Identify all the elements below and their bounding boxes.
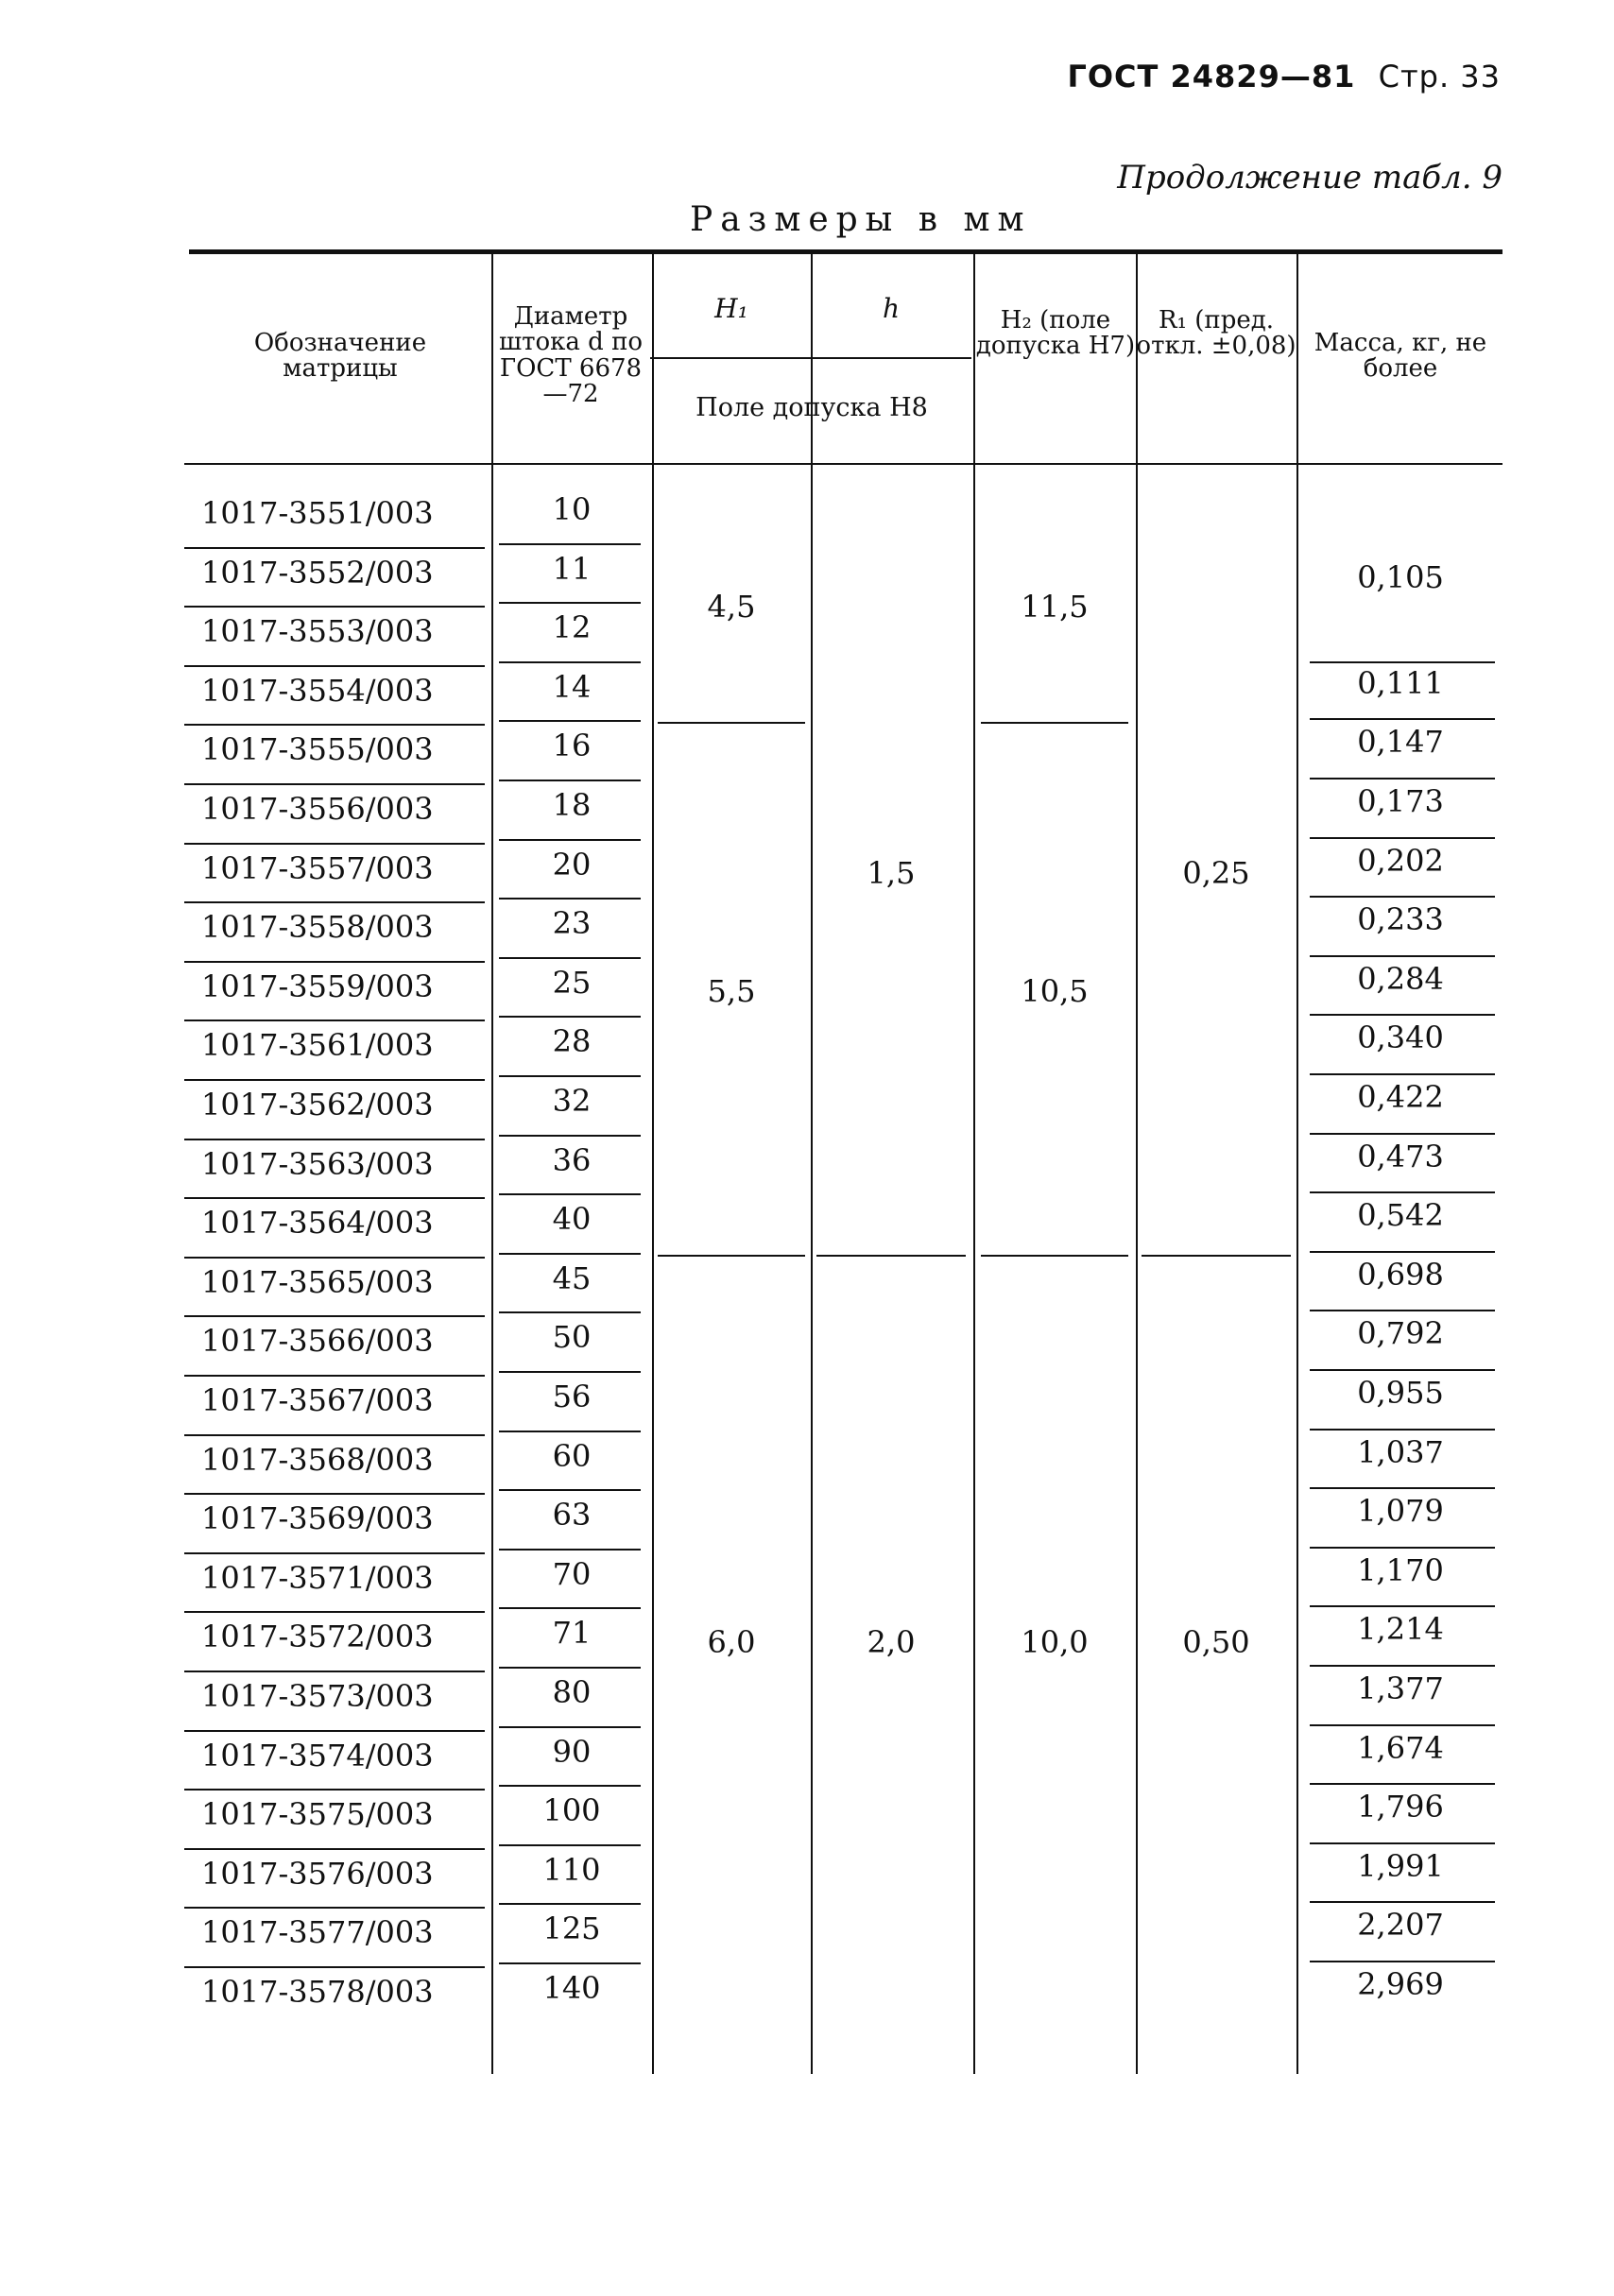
table-row-diameter: 16	[552, 728, 592, 764]
row-rule-diameter	[499, 1431, 641, 1432]
row-rule-designation	[184, 724, 485, 726]
mass-rule	[1310, 955, 1495, 957]
table-row-designation: 1017-3578/003	[201, 1974, 434, 2010]
group-rule	[981, 1255, 1128, 1257]
table-row-designation: 1017-3559/003	[201, 968, 434, 1004]
row-rule-designation	[184, 1789, 485, 1791]
table-row-diameter: 50	[552, 1319, 592, 1356]
table-row-designation: 1017-3572/003	[201, 1619, 434, 1655]
r1-value: 0,25	[1182, 854, 1250, 891]
table-row-designation: 1017-3554/003	[201, 672, 434, 709]
row-rule-designation	[184, 1493, 485, 1495]
mass-value: 1,674	[1357, 1729, 1444, 1766]
row-rule-diameter	[499, 839, 641, 841]
row-rule-diameter	[499, 1253, 641, 1255]
table-row-diameter: 45	[552, 1259, 592, 1296]
table-row-designation: 1017-3567/003	[201, 1382, 434, 1418]
mass-rule	[1310, 837, 1495, 839]
mass-value: 0,147	[1357, 724, 1444, 761]
mass-value: 0,422	[1357, 1079, 1444, 1115]
row-rule-diameter	[499, 602, 641, 604]
mass-value: 0,542	[1357, 1197, 1444, 1234]
table-row-diameter: 11	[552, 550, 592, 587]
row-rule-designation	[184, 961, 485, 963]
tolerance-h8-header: Поле допуска H8	[695, 393, 928, 422]
row-rule-diameter	[499, 1489, 641, 1491]
table-row-diameter: 20	[552, 846, 592, 882]
row-rule-designation	[184, 843, 485, 845]
row-rule-diameter	[499, 720, 641, 722]
table-row-diameter: 110	[542, 1851, 601, 1888]
row-rule-diameter	[499, 1607, 641, 1609]
table-row-diameter: 12	[552, 609, 592, 646]
table-row-diameter: 40	[552, 1201, 592, 1238]
mass-rule	[1310, 1073, 1495, 1075]
table-row-diameter: 125	[542, 1910, 601, 1947]
h2-value: 10,5	[1021, 973, 1089, 1010]
mass-value: 0,105	[1357, 558, 1444, 595]
page-number: Стр. 33	[1378, 59, 1501, 94]
table-continuation-label: Продолжение табл. 9	[1117, 159, 1502, 197]
row-rule-diameter	[499, 1785, 641, 1787]
table-row-diameter: 28	[552, 1023, 592, 1060]
table-row-diameter: 140	[542, 1970, 601, 2006]
row-rule-diameter	[499, 1371, 641, 1373]
mass-value: 1,214	[1357, 1611, 1444, 1648]
table-row-diameter: 23	[552, 905, 592, 942]
h1-value: 6,0	[707, 1623, 756, 1660]
table-row-designation: 1017-3556/003	[201, 791, 434, 827]
row-rule-diameter	[499, 1726, 641, 1728]
row-rule-designation	[184, 1139, 485, 1140]
row-rule-diameter	[499, 1667, 641, 1669]
header-bottom-rule	[184, 463, 1502, 465]
table-row-designation: 1017-3574/003	[201, 1737, 434, 1773]
row-rule-diameter	[499, 1016, 641, 1018]
row-rule-designation	[184, 547, 485, 549]
mass-rule	[1310, 1369, 1495, 1371]
h1-value: 4,5	[707, 589, 756, 625]
table-row-designation: 1017-3573/003	[201, 1678, 434, 1714]
row-rule-designation	[184, 783, 485, 785]
row-rule-diameter	[499, 1135, 641, 1137]
mass-value: 1,991	[1357, 1847, 1444, 1884]
row-rule-designation	[184, 1197, 485, 1199]
mass-rule	[1310, 1724, 1495, 1726]
table-row-designation: 1017-3563/003	[201, 1145, 434, 1182]
group-rule	[658, 722, 805, 724]
h1-value: 5,5	[707, 973, 756, 1010]
mass-value: 0,340	[1357, 1019, 1444, 1056]
mass-value: 0,202	[1357, 842, 1444, 879]
row-rule-designation	[184, 1671, 485, 1672]
row-rule-designation	[184, 1019, 485, 1021]
table-row-designation: 1017-3576/003	[201, 1855, 434, 1892]
mass-value: 1,079	[1357, 1493, 1444, 1530]
row-rule-diameter	[499, 1903, 641, 1905]
h-value: 2,0	[867, 1623, 916, 1660]
group-rule	[1142, 1255, 1291, 1257]
h-value: 1,5	[867, 854, 916, 891]
units-label: Размеры в мм	[690, 200, 1032, 239]
mass-rule	[1310, 661, 1495, 663]
table-row-designation: 1017-3575/003	[201, 1796, 434, 1833]
table-row-diameter: 32	[552, 1083, 592, 1119]
row-rule-diameter	[499, 1549, 641, 1551]
row-rule-diameter	[499, 1844, 641, 1846]
mass-value: 0,473	[1357, 1138, 1444, 1174]
mass-rule	[1310, 1429, 1495, 1431]
mass-value: 1,796	[1357, 1789, 1444, 1825]
gost-number: ГОСТ 24829—81	[1067, 59, 1356, 94]
row-rule-designation	[184, 1848, 485, 1850]
row-rule-designation	[184, 1315, 485, 1317]
table-row-designation: 1017-3558/003	[201, 909, 434, 946]
column-rule	[811, 251, 813, 2074]
mass-value: 2,969	[1357, 1966, 1444, 2002]
table-row-designation: 1017-3562/003	[201, 1087, 434, 1122]
table-row-diameter: 14	[552, 668, 592, 705]
row-rule-designation	[184, 1375, 485, 1377]
table-row-diameter: 90	[552, 1733, 592, 1770]
mass-rule	[1310, 1665, 1495, 1667]
row-rule-designation	[184, 1907, 485, 1909]
mass-value: 2,207	[1357, 1907, 1444, 1944]
group-rule	[981, 722, 1128, 724]
col-h1-header: H₁	[714, 293, 748, 324]
mass-value: 0,233	[1357, 901, 1444, 938]
table-row-diameter: 80	[552, 1674, 592, 1710]
row-rule-designation	[184, 1434, 485, 1436]
mass-value: 0,111	[1357, 664, 1444, 701]
row-rule-designation	[184, 665, 485, 667]
table-row-diameter: 70	[552, 1555, 592, 1592]
col-mass-header: Масса, кг, не более	[1314, 329, 1487, 384]
table-row-diameter: 71	[552, 1615, 592, 1652]
row-rule-designation	[184, 1730, 485, 1732]
mass-value: 1,037	[1357, 1433, 1444, 1470]
table-row-diameter: 36	[552, 1141, 592, 1178]
table-row-diameter: 63	[552, 1497, 592, 1534]
mass-value: 0,173	[1357, 783, 1444, 819]
row-rule-diameter	[499, 898, 641, 900]
table-row-diameter: 18	[552, 787, 592, 823]
table-row-designation: 1017-3551/003	[201, 495, 434, 531]
table-row-designation: 1017-3569/003	[201, 1500, 434, 1537]
row-rule-designation	[184, 1611, 485, 1613]
col-h2-header: H₂ (поле допуска H7)	[975, 306, 1136, 361]
h2-value: 11,5	[1021, 589, 1089, 625]
mass-rule	[1310, 1133, 1495, 1135]
table-row-diameter: 100	[542, 1792, 601, 1829]
table-row-designation: 1017-3564/003	[201, 1205, 434, 1242]
table-row-designation: 1017-3568/003	[201, 1441, 434, 1478]
mass-rule	[1310, 1783, 1495, 1785]
group-rule	[816, 1255, 966, 1257]
mass-value: 1,377	[1357, 1671, 1444, 1706]
row-rule-diameter	[499, 661, 641, 663]
table-row-designation: 1017-3566/003	[201, 1323, 434, 1360]
col-h-header: h	[882, 293, 901, 324]
row-rule-diameter	[499, 1075, 641, 1077]
col-r1-header: R₁ (пред. откл. ±0,08)	[1136, 306, 1296, 361]
table-row-designation: 1017-3565/003	[201, 1263, 434, 1300]
row-rule-diameter	[499, 1193, 641, 1195]
col-diameter-header: Диаметр штока d по ГОСТ 6678—72	[498, 302, 644, 408]
group-rule	[658, 1255, 805, 1257]
row-rule-designation	[184, 1552, 485, 1554]
mass-rule	[1310, 1251, 1495, 1253]
row-rule-designation	[184, 606, 485, 608]
page-header	[1067, 59, 1501, 94]
table-row-designation: 1017-3577/003	[201, 1914, 434, 1951]
table-row-designation: 1017-3555/003	[201, 731, 434, 768]
row-rule-diameter	[499, 1311, 641, 1313]
table-row-designation: 1017-3571/003	[201, 1559, 434, 1596]
mass-rule	[1310, 896, 1495, 898]
mass-value: 0,955	[1357, 1375, 1444, 1411]
mass-rule	[1310, 1191, 1495, 1193]
column-rule	[973, 251, 975, 2074]
row-rule-designation	[184, 1966, 485, 1968]
table-row-designation: 1017-3552/003	[201, 554, 434, 591]
mass-value: 0,698	[1357, 1256, 1444, 1293]
table-row-designation: 1017-3553/003	[201, 613, 434, 650]
table-row-diameter: 56	[552, 1379, 592, 1414]
table-row-designation: 1017-3557/003	[201, 849, 434, 886]
mass-rule	[1310, 1842, 1495, 1844]
r1-value: 0,50	[1182, 1623, 1250, 1660]
mass-rule	[1310, 1901, 1495, 1903]
row-rule-designation	[184, 901, 485, 903]
mass-rule	[1310, 718, 1495, 720]
table-row-diameter: 60	[552, 1437, 592, 1474]
mass-rule	[1310, 1605, 1495, 1607]
column-rule	[652, 251, 654, 2074]
row-rule-diameter	[499, 543, 641, 545]
table-top-rule	[189, 249, 1502, 254]
mass-value: 1,170	[1357, 1551, 1444, 1588]
mass-rule	[1310, 1547, 1495, 1549]
table-row-diameter: 25	[552, 964, 592, 1001]
mass-rule	[1310, 1310, 1495, 1311]
table-row-designation: 1017-3561/003	[201, 1027, 434, 1064]
mass-rule	[1310, 1487, 1495, 1489]
row-rule-diameter	[499, 780, 641, 781]
column-rule	[1136, 251, 1138, 2074]
row-rule-designation	[184, 1257, 485, 1259]
row-rule-diameter	[499, 1962, 641, 1964]
row-rule-diameter	[499, 957, 641, 959]
table-row-diameter: 10	[552, 491, 592, 527]
row-rule-designation	[184, 1079, 485, 1081]
mass-rule	[1310, 1961, 1495, 1962]
mass-value: 0,792	[1357, 1315, 1444, 1352]
mass-value: 0,284	[1357, 960, 1444, 997]
mass-rule	[1310, 778, 1495, 780]
h2-value: 10,0	[1021, 1623, 1089, 1660]
col-designation-header: Обозначение матрицы	[253, 329, 427, 384]
mass-rule	[1310, 1014, 1495, 1016]
